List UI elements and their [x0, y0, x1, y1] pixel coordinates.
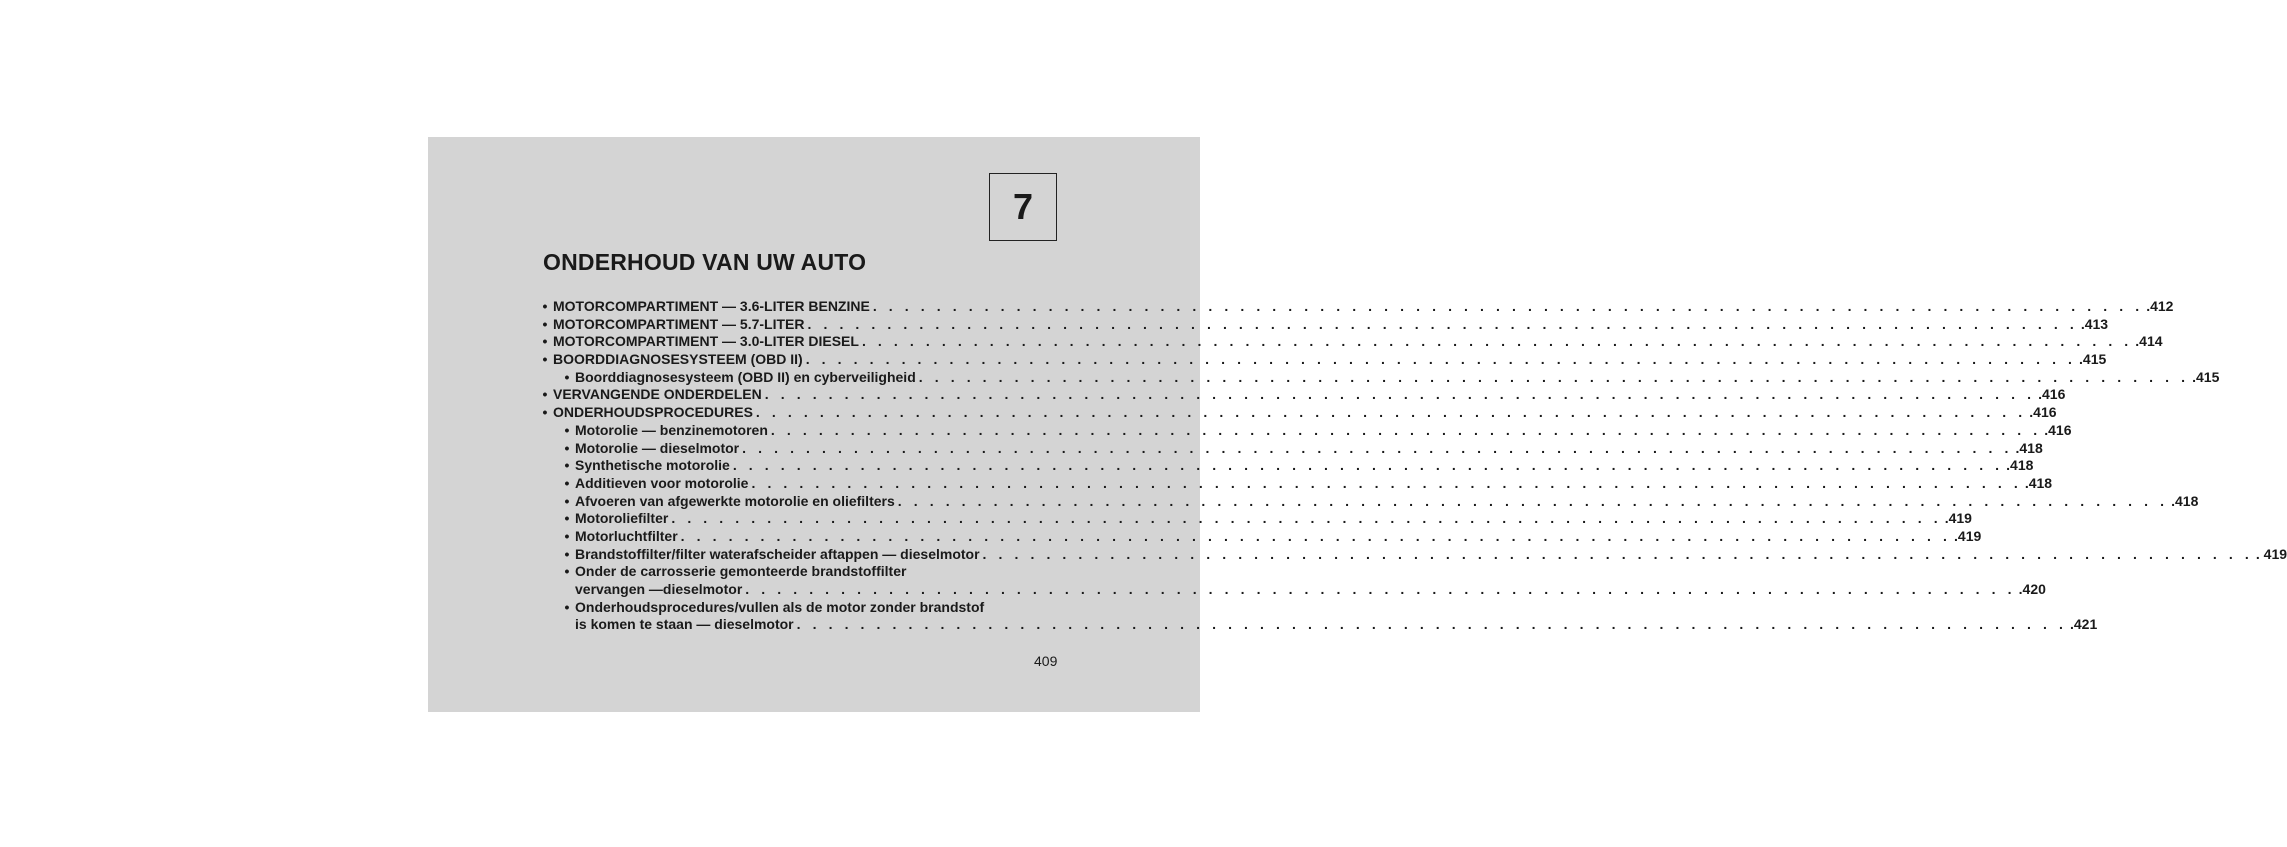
toc-entry-page: .416: [2038, 386, 2066, 403]
toc-entry-label: VERVANGENDE ONDERDELEN: [553, 386, 762, 403]
dot-leader: . . . . . . . . . . . . . . . . . . . . . . . . . . . . . . . . . . . . . . . . . . . . . . . . . . . . . . . . . . . . . . . . . . . . . . . . . . . . . . . .: [770, 421, 2042, 438]
bullet-icon: •: [564, 545, 570, 562]
chapter-number-box: 7: [989, 173, 1057, 241]
dot-leader: . . . . . . . . . . . . . . . . . . . . . . . . . . . . . . . . . . . . . . . . . . . . . . . . . . . . . . . . . . . . . . . . . . . . . . . . . . . . . . . .: [918, 368, 2190, 385]
toc-entry: [537, 315, 2109, 334]
dot-leader: . . . . . . . . . . . . . . . . . . . . . . . . . . . . . . . . . . . . . . . . . . . . . . . . . . . . . . . . . . . . . . . . . . . . . . . . . . . . . . . .: [897, 492, 2169, 509]
toc-entry: [537, 474, 2053, 493]
dot-leader: . . . . . . . . . . . . . . . . . . . . . . . . . . . . . . . . . . . . . . . . . . . . . . . . . . . . . . . . . . . . . . . . . . . . . . . . . . . . . . . .: [805, 351, 2077, 368]
dot-leader: . . . . . . . . . . . . . . . . . . . . . . . . . . . . . . . . . . . . . . . . . . . . . . . . . . . . . . . . . . . . . . . . . . . . . . . . . . . . . . . .: [872, 298, 2144, 314]
bullet-icon: •: [542, 298, 548, 314]
bullet-icon: •: [564, 527, 570, 544]
bullet-icon: •: [542, 333, 548, 350]
toc-entry-label: Motorolie — dieselmotor: [575, 439, 740, 456]
toc-entry-page: .419: [1944, 510, 1972, 527]
dot-leader: . . . . . . . . . . . . . . . . . . . . . . . . . . . . . . . . . . . . . . . . . . . . . . . . . . . . . . . . . . . . . . . . . . . . . . . . . . . . . . . .: [796, 616, 2067, 633]
toc-entry: [537, 386, 2066, 404]
toc-entry-label: ONDERHOUDSPROCEDURES: [553, 404, 753, 421]
toc-entry: [537, 581, 2046, 599]
chapter-title: ONDERHOUD VAN UW AUTO: [543, 249, 867, 275]
toc-entry-page: .418: [2015, 439, 2043, 456]
toc-entry: [537, 563, 1069, 581]
toc-entry: [537, 439, 2043, 458]
bullet-icon: •: [564, 421, 570, 438]
bullet-icon: •: [564, 598, 570, 615]
toc-entry-label: Synthetische motorolie: [575, 457, 730, 474]
dot-leader: . . . . . . . . . . . . . . . . . . . . . . . . . . . . . . . . . . . . . . . . . . . . . . . . . . . . . . . . . . . . . . . . . . . . . . . . . . . . . . . .: [732, 457, 2004, 474]
toc-entry-page: .420: [2018, 581, 2046, 597]
toc-entry: [537, 616, 2098, 634]
bullet-icon: •: [542, 404, 548, 421]
bullet-icon: •: [542, 315, 548, 332]
dot-leader: . . . . . . . . . . . . . . . . . . . . . . . . . . . . . . . . . . . . . . . . . . . . . . . . . . . . . . . . . . . . . . . . . . . . . . . . . . . . . . . .: [982, 545, 2253, 562]
bullet-icon: •: [542, 386, 548, 403]
dot-leader: . . . . . . . . . . . . . . . . . . . . . . . . . . . . . . . . . . . . . . . . . . . . . . . . . . . . . . . . . . . . . . . . . . . . . . . . . . . . . . . .: [807, 315, 2078, 332]
dot-leader: . . . . . . . . . . . . . . . . . . . . . . . . . . . . . . . . . . . . . . . . . . . . . . . . . . . . . . . . . . . . . . . . . . . . . . . . . . . . . . . .: [861, 333, 2133, 350]
toc-entry-label: Motorolie — benzinemotoren: [575, 421, 768, 438]
bullet-icon: •: [564, 492, 570, 509]
toc-entry-page: .419: [1954, 527, 1982, 544]
toc-entry-page: .412: [2146, 298, 2174, 314]
toc-entry: [537, 527, 1982, 546]
toc-entry-label: BOORDDIAGNOSESYSTEEM (OBD II): [553, 351, 803, 368]
bullet-icon: •: [564, 368, 570, 385]
toc-entry-page: .418: [2006, 457, 2034, 474]
toc-entry-label: Motorluchtfilter: [575, 527, 678, 544]
toc-entry: [537, 510, 1972, 528]
bullet-icon: •: [564, 563, 570, 580]
toc-entry-label: Onderhoudsprocedures/vullen als de motor zonder brandstof: [575, 598, 985, 615]
bullet-icon: •: [564, 439, 570, 456]
toc-entry: [537, 545, 2287, 564]
toc-entry-label: Afvoeren van afgewerkte motorolie en oliefilters: [575, 492, 895, 509]
toc-entry: [537, 492, 2199, 511]
toc-entry: [537, 599, 1069, 617]
toc-entry: [537, 404, 2057, 422]
toc-entry-label: Brandstoffilter/filter waterafscheider aftappen — dieselmotor: [575, 545, 980, 562]
toc-entry: [537, 298, 2174, 316]
toc-entry-label: MOTORCOMPARTIMENT — 3.6-LITER BENZINE: [553, 298, 870, 314]
table-of-contents: [537, 298, 2287, 634]
toc-entry-page: .416: [2029, 404, 2057, 421]
toc-entry-label: MOTORCOMPARTIMENT — 5.7-LITER: [553, 315, 805, 332]
dot-leader: . . . . . . . . . . . . . . . . . . . . . . . . . . . . . . . . . . . . . . . . . . . . . . . . . . . . . . . . . . . . . . . . . . . . . . . . . . . . . . . .: [745, 581, 2016, 597]
toc-entry: [537, 368, 2220, 387]
toc-entry: [537, 421, 2072, 440]
toc-entry-page: .414: [2135, 333, 2163, 350]
toc-entry-label: Boorddiagnosesysteem (OBD II) en cyberveiligheid: [575, 368, 916, 385]
toc-entry-label: is komen te staan — dieselmotor: [575, 616, 794, 633]
dot-leader: . . . . . . . . . . . . . . . . . . . . . . . . . . . . . . . . . . . . . . . . . . . . . . . . . . . . . . . . . . . . . . . . . . . . . . . . . . . . . . . .: [751, 474, 2022, 491]
dot-leader: . . . . . . . . . . . . . . . . . . . . . . . . . . . . . . . . . . . . . . . . . . . . . . . . . . . . . . . . . . . . . . . . . . . . . . . . . . . . . . . .: [680, 527, 1952, 544]
dot-leader: . . . . . . . . . . . . . . . . . . . . . . . . . . . . . . . . . . . . . . . . . . . . . . . . . . . . . . . . . . . . . . . . . . . . . . . . . . . . . . . .: [764, 386, 2036, 403]
toc-entry-page: .415: [2079, 351, 2107, 368]
bullet-icon: •: [564, 457, 570, 474]
manual-page: [428, 137, 2287, 712]
toc-entry: [537, 457, 2034, 475]
toc-entry: [537, 333, 2163, 351]
toc-entry-page: .415: [2192, 368, 2220, 385]
toc-entry-page: .416: [2044, 421, 2072, 438]
toc-entry-label: Onder de carrosserie gemonteerde brandstoffilter: [575, 563, 907, 580]
bullet-icon: •: [564, 474, 570, 491]
dot-leader: . . . . . . . . . . . . . . . . . . . . . . . . . . . . . . . . . . . . . . . . . . . . . . . . . . . . . . . . . . . . . . . . . . . . . . . . . . . . . . . .: [755, 404, 2027, 421]
toc-entry-page: . 419: [2255, 545, 2287, 562]
toc-entry-page: .421: [2069, 616, 2098, 633]
toc-entry-label: MOTORCOMPARTIMENT — 3.0-LITER DIESEL: [553, 333, 859, 350]
toc-entry-label: Additieven voor motorolie: [575, 474, 749, 491]
toc-entry-label: Motoroliefilter: [575, 510, 669, 527]
toc-entry-page: .413: [2080, 315, 2109, 332]
page-number: 409: [1034, 653, 1058, 669]
bullet-icon: •: [542, 351, 548, 368]
toc-entry-label: vervangen —dieselmotor: [575, 581, 743, 597]
dot-leader: . . . . . . . . . . . . . . . . . . . . . . . . . . . . . . . . . . . . . . . . . . . . . . . . . . . . . . . . . . . . . . . . . . . . . . . . . . . . . . . .: [671, 510, 1942, 527]
toc-entry-page: .418: [2171, 492, 2199, 509]
dot-leader: . . . . . . . . . . . . . . . . . . . . . . . . . . . . . . . . . . . . . . . . . . . . . . . . . . . . . . . . . . . . . . . . . . . . . . . . . . . . . . . .: [742, 439, 2013, 456]
toc-entry: [537, 351, 2107, 369]
bullet-icon: •: [564, 510, 570, 527]
toc-entry-page: .418: [2024, 474, 2053, 491]
